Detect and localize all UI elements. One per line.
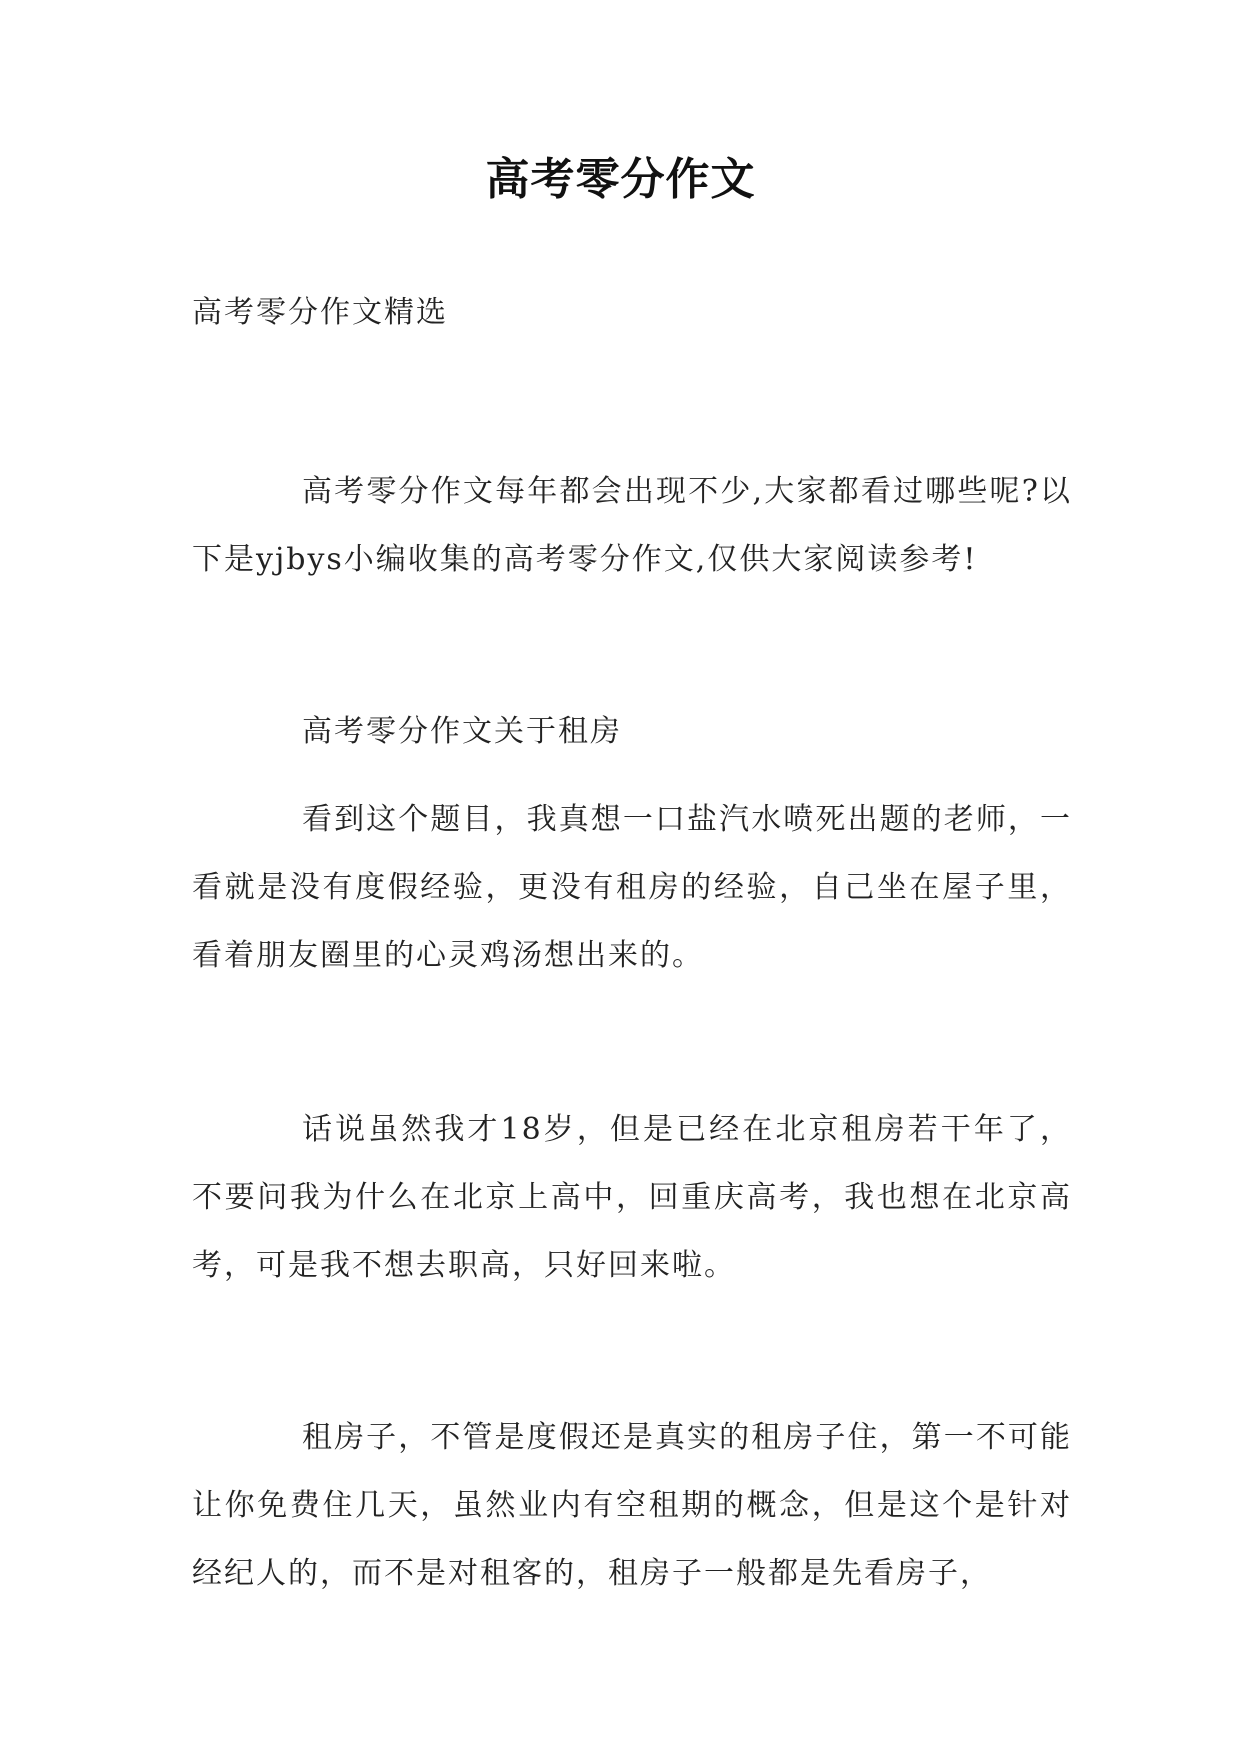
paragraph-body: 话说虽然我才18岁，但是已经在北京租房若干年了，不要问我为什么在北京上高中，回重庆高考，我也想在北京高考，可是我不想去职高，只好回来啦。 — [192, 1112, 1072, 1283]
paragraph-body: 看到这个题目，我真想一口盐汽水喷死出题的老师，一看就是没有度假经验，更没有租房的经验，自己坐在屋子里，看着朋友圈里的心灵鸡汤想出来的。 — [192, 802, 1072, 973]
paragraph-intro: 高考零分作文每年都会出现不少,大家都看过哪些呢?以下是yjbys小编收集的高考零分作文,仅供大家阅读参考! — [192, 474, 1072, 577]
document-subtitle: 高考零分作文精选 — [192, 295, 448, 330]
section-heading: 高考零分作文关于租房 — [302, 714, 622, 749]
paragraph-body: 租房子，不管是度假还是真实的租房子住，第一不可能让你免费住几天，虽然业内有空租期的概念，但是这个是针对经纪人的，而不是对租客的，租房子一般都是先看房子， — [192, 1420, 1072, 1591]
document-title: 高考零分作文 — [485, 154, 756, 205]
